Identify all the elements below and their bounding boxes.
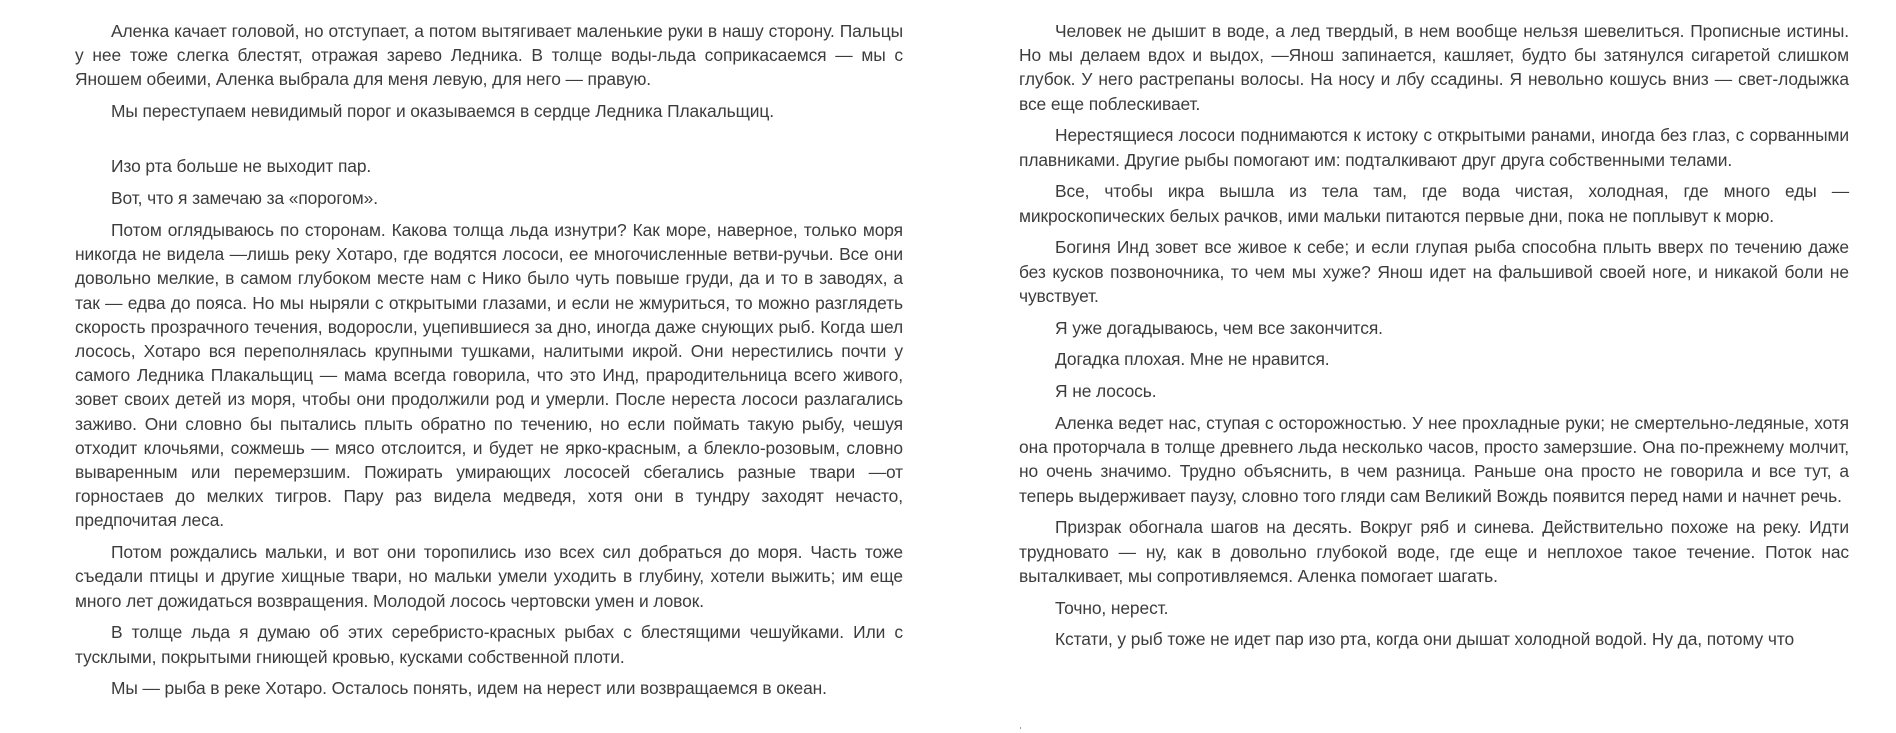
paragraph: Точно, нерест. (1055, 597, 1169, 618)
paragraph: Аленка ведет нас, ступая с осторожностью. У нее прохладные руки; не смертельно-ледяные, хотя она проторчала в толще древнего льда несколько часов, просто замерзшие. Она по-прежнему молчит, но очень значимо. Трудно объяснить, в чем разница. Раньше она просто не говорила и все тут, а теперь выдерживает паузу, словно того гляди сам Великий Вождь появится перед нами и начнет речь. (1019, 413, 1849, 506)
paragraph: Все, чтобы икра вышла из тела там, где вода чистая, холодная, где много еды — микроскопических белых рачков, ими мальки питаются первые дни, пока не поплывут к морю. (1019, 181, 1849, 226)
paragraph: Изо рта больше не выходит пар. (111, 156, 372, 177)
paragraph: Богиня Инд зовет все живое к себе; и если глупая рыба способна плыть вверх по течению даже без кусков позвоночника, то чем мы хуже? Янош идет на фальшивой своей ноге, и никакой боли не чувствует. (1019, 237, 1849, 306)
page-edge-mark (1020, 727, 1021, 729)
paragraph: Потом оглядываюсь по сторонам. Какова толща льда изнутри? Как море, наверное, только моря никогда не видела —лишь реку Хотаро, где водятся лососи, ее многочисленные ветви-ручьи. Все они довольно мелкие, в самом глубоком месте нам с Нико было чуть повыше груди, да и то в заводях, а так — едва до пояса. Но мы ныряли с открытыми глазами, и если не жмуриться, то можно разглядеть скорость прозрачного течения, водоросли, уцепившиеся за дно, иногда даже снующих рыб. Когда шел лосось, Хотаро вся переполнялась крупными тушками, налитыми икрой. Они нерестились почти у самого Ледника Плакальщиц — мама всегда говорила, что это Инд, прародительница всего живого, зовет своих детей из моря, чтобы они продолжили род и умерли. После нереста лососи разлагались заживо. Они словно бы пытались плыть обратно по течению, но если поймать такую рыбу, чешуя отходит клочьями, сожмешь — мясо отслоится, и будет не ярко-красным, а блекло-розовым, словно вываренным или перемерзшим. Пожирать умирающих лососей сбегались разные твари —от горностаев до мелких тигров. Пару раз видела медведя, хотя они в тундру заходят нечасто, предпочитая леса. (75, 220, 903, 531)
paragraph: Призрак обогнала шагов на десять. Вокруг ряб и синева. Действительно похоже на реку. Идти трудновато — ну, как в довольно глубокой воде, где еще и неплохое такое течение. Поток нас выталкивает, мы сопротивляемся. Аленка помогает шагать. (1019, 517, 1849, 586)
paragraph: Догадка плохая. Мне не нравится. (1055, 349, 1330, 370)
left-page[interactable] (75, 19, 903, 708)
right-page[interactable] (1019, 19, 1849, 659)
paragraph: Мы переступаем невидимый порог и оказываемся в сердце Ледника Плакальщиц. (111, 101, 774, 122)
paragraph: В толще льда я думаю об этих серебристо-красных рыбах с блестящими чешуйками. Или с тусклыми, покрытыми гниющей кровью, кусками собственной плоти. (75, 622, 903, 667)
paragraph: Кстати, у рыб тоже не идет пар изо рта, когда они дышат холодной водой. Ну да, потому что (1055, 629, 1795, 650)
paragraph: Я не лосось. (1055, 381, 1157, 402)
paragraph: Человек не дышит в воде, а лед твердый, в нем вообще нельзя шевелиться. Прописные истины. Но мы делаем вдох и выдох, —Янош запинается, кашляет, будто бы затянулся сигаретой слишком глубок. У него растрепаны волосы. На носу и лбу ссадины. Я невольно кошусь вниз — свет-лодыжка все еще поблескивает. (1019, 21, 1849, 114)
paragraph: Аленка качает головой, но отступает, а потом вытягивает маленькие руки в нашу сторону. Пальцы у нее тоже слегка блестят, отражая зарево Ледника. В толще воды-льда соприкасаемся — мы с Яношем обеими, Аленка выбрала для меня левую, для него — правую. (75, 21, 903, 90)
paragraph: Нерестящиеся лососи поднимаются к истоку с открытыми ранами, иногда без глаз, с сорванными плавниками. Другие рыбы помогают им: подталкивают друг друга собственными телами. (1019, 125, 1849, 170)
paragraph: Потом рождались мальки, и вот они торопились изо всех сил добраться до моря. Часть тоже съедали птицы и другие хищные твари, но мальки умели уходить в глубину, хотели выжить; им еще много лет дожидаться возвращения. Молодой лосось чертовски умен и ловок. (75, 542, 903, 611)
paragraph: Я уже догадываюсь, чем все закончится. (1055, 317, 1383, 338)
paragraph: Мы — рыба в реке Хотаро. Осталось понять, идем на нерест или возвращаемся в океан. (111, 678, 827, 699)
paragraph: Вот, что я замечаю за «порогом». (111, 188, 378, 209)
